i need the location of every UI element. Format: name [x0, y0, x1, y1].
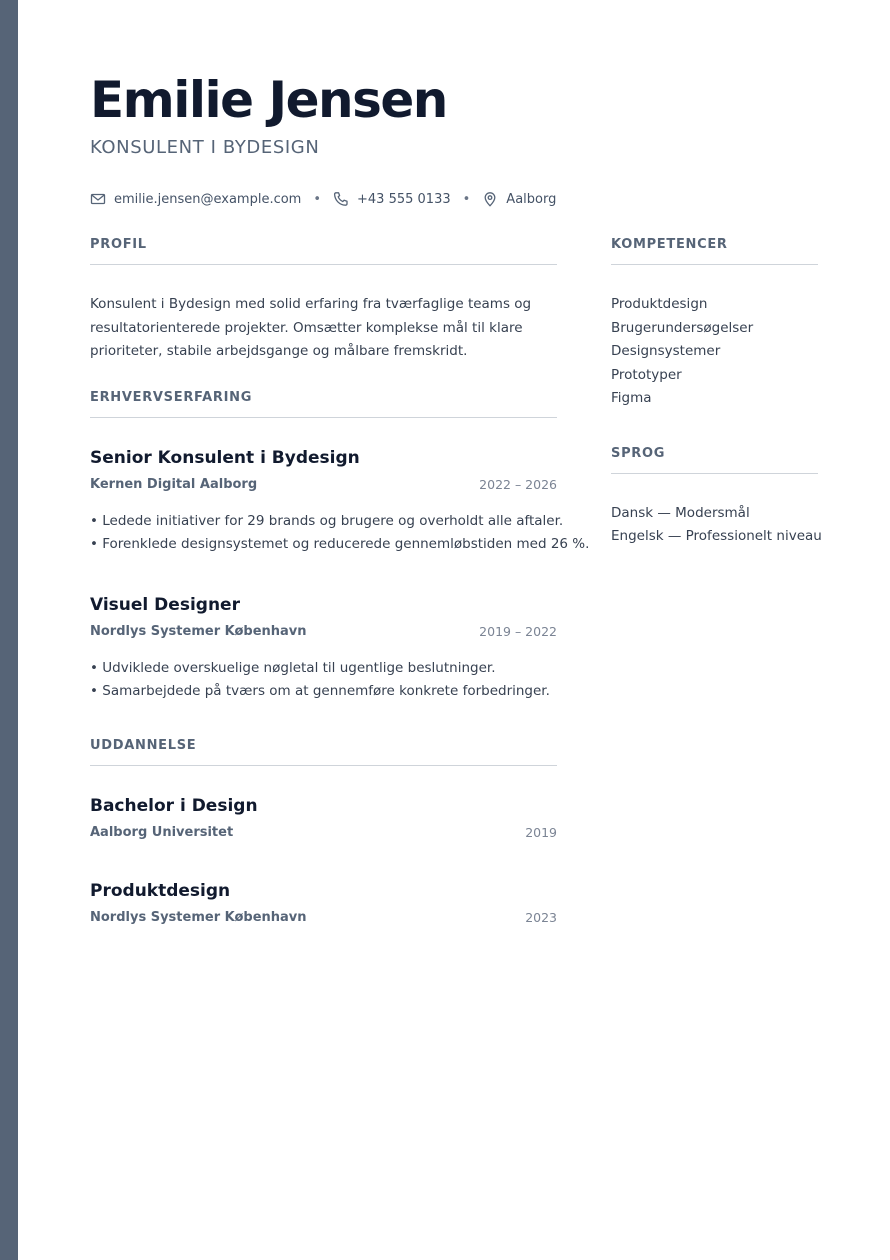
job-entry: [90, 593, 557, 703]
job-company: Kernen Digital Aalborg: [90, 476, 258, 492]
contact-location: Aalborg: [506, 191, 557, 207]
education-entry: [90, 879, 557, 927]
section-heading: PROFIL: [90, 236, 557, 265]
location-pin-icon: [482, 191, 498, 207]
job-bullets: [90, 657, 557, 703]
language-item: Engelsk — Professionelt niveau: [611, 528, 822, 544]
main-column: [90, 236, 590, 927]
section-heading: SPROG: [611, 445, 818, 474]
job-meta: [90, 476, 557, 494]
contact-separator: •: [462, 191, 471, 207]
languages-list: [611, 502, 822, 549]
skills-section: [611, 236, 818, 411]
envelope-icon: [90, 191, 106, 207]
education-meta: [90, 824, 557, 842]
job-period: 2019 – 2022: [479, 623, 557, 639]
skill-item: Prototyper: [611, 366, 682, 383]
job-bullets: [90, 510, 590, 556]
education-year: 2019: [525, 824, 557, 840]
education-entry: [90, 794, 557, 842]
job-title: Senior Konsulent i Bydesign: [90, 447, 360, 468]
experience-section: [90, 389, 590, 703]
candidate-title: KONSULENT I BYDESIGN: [90, 137, 320, 158]
contact-separator: •: [313, 191, 322, 207]
education-institution: Aalborg Universitet: [90, 824, 234, 840]
candidate-name: Emilie Jensen: [90, 71, 447, 129]
profile-section: [90, 236, 557, 364]
job-meta: [90, 623, 557, 641]
skill-item: Produktdesign: [611, 296, 708, 312]
job-bullet: • Forenklede designsystemet og reducerede gennemløbstiden med 26 %.: [90, 535, 590, 552]
accent-sidebar-bar: [0, 0, 18, 1260]
skills-list: [611, 293, 818, 411]
section-heading: KOMPETENCER: [611, 236, 818, 265]
skill-item: Figma: [611, 390, 652, 406]
section-heading: ERHVERVSERFARING: [90, 389, 557, 418]
education-year: 2023: [525, 909, 557, 925]
languages-section: [611, 445, 822, 549]
job-company: Nordlys Systemer København: [90, 623, 307, 639]
job-bullet: • Ledede initiativer for 29 brands og brugere og overholdt alle aftaler.: [90, 512, 564, 529]
contact-phone[interactable]: +43 555 0133: [357, 191, 451, 207]
education-section: [90, 737, 557, 927]
education-meta: [90, 909, 557, 927]
contact-email[interactable]: emilie.jensen@example.com: [114, 191, 302, 207]
resume-page: [90, 0, 820, 1260]
education-institution: Nordlys Systemer København: [90, 909, 307, 925]
skill-item: Brugerundersøgelser: [611, 319, 754, 336]
language-item: Dansk — Modersmål: [611, 504, 750, 521]
section-heading: UDDANNELSE: [90, 737, 557, 766]
contact-row: [90, 189, 556, 209]
profile-text: Konsulent i Bydesign med solid erfaring fra tværfaglige teams og resultatorienterede projekter. Omsætter komplekse mål til klare prioriteter, stabile arbejdsgange og målbare fremskridt.: [90, 296, 532, 359]
side-column: [611, 236, 822, 549]
job-title: Visuel Designer: [90, 594, 240, 615]
education-title: Bachelor i Design: [90, 795, 258, 816]
education-title: Produktdesign: [90, 880, 231, 901]
phone-icon: [333, 191, 349, 207]
job-bullet: • Udviklede overskuelige nøgletal til ugentlige beslutninger.: [90, 659, 496, 676]
job-period: 2022 – 2026: [479, 476, 557, 492]
job-bullet: • Samarbejdede på tværs om at gennemføre konkrete forbedringer.: [90, 682, 550, 699]
job-entry: [90, 446, 590, 556]
skill-item: Designsystemer: [611, 343, 721, 359]
